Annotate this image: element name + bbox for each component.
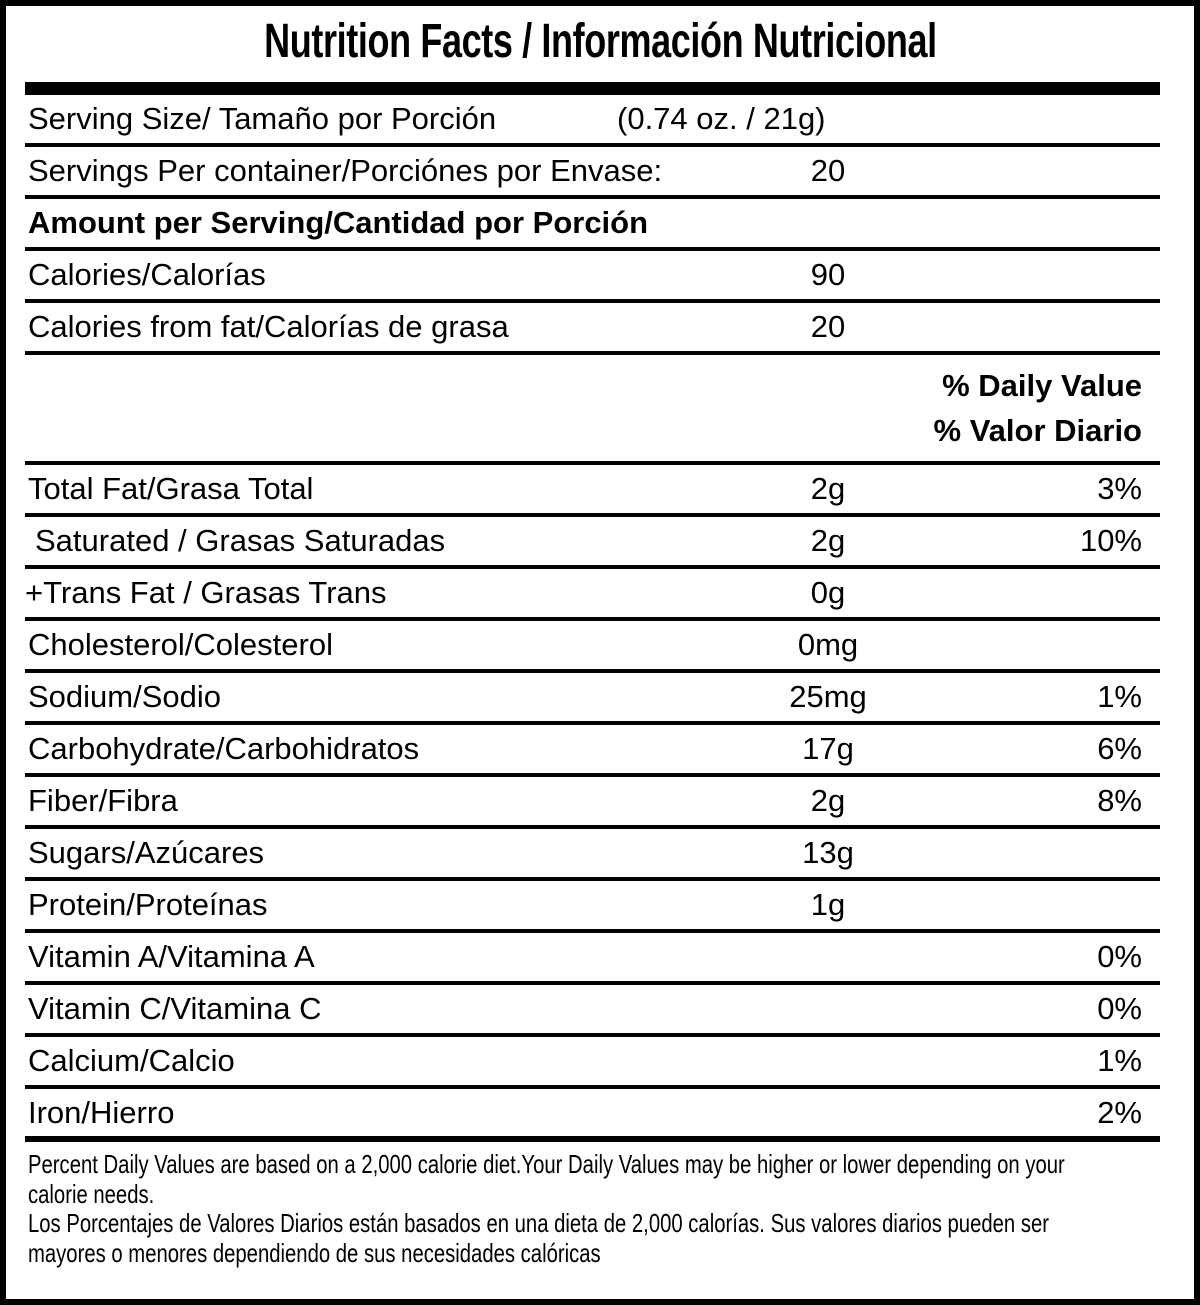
- nutrient-amount: 17g: [802, 731, 854, 766]
- daily-value-header-es: % Valor Diario: [933, 413, 1142, 448]
- footnote-line: Percent Daily Values are based on a 2,000 calorie diet.Your Daily Values may be higher or lower depending on your: [28, 1149, 1065, 1179]
- calories-row: [25, 251, 1160, 303]
- serving-size-value: (0.74 oz. / 21g): [617, 101, 826, 136]
- nutrient-row-vitamin-a: [25, 933, 1160, 985]
- nutrient-amount: 2g: [810, 523, 846, 558]
- nutrient-amount: 0g: [810, 575, 846, 610]
- nutrient-row-total-fat: [25, 465, 1160, 517]
- daily-value-header-block: [25, 355, 1160, 465]
- footnote-line: Los Porcentajes de Valores Diarios están basados en una dieta de 2,000 calorías. Sus valores diarios pueden ser: [28, 1208, 1050, 1238]
- nutrient-amount: 25mg: [789, 679, 867, 714]
- footnote-line: mayores o menores dependiendo de sus necesidades calóricas: [28, 1237, 601, 1268]
- nutrient-label: Iron/Hierro: [28, 1094, 175, 1130]
- title-separator-bar: [25, 82, 1160, 95]
- nutrient-daily-value: 1%: [1097, 1043, 1142, 1078]
- calories-from-fat-row: [25, 303, 1160, 355]
- nutrient-amount: 2g: [810, 783, 846, 818]
- nutrient-daily-value: 8%: [1097, 783, 1142, 818]
- nutrient-daily-value: 6%: [1097, 731, 1142, 766]
- nutrient-label: Vitamin A/Vitamina A: [28, 939, 315, 974]
- nutrient-row-calcium: [25, 1037, 1160, 1089]
- nutrient-daily-value: 0%: [1097, 939, 1142, 974]
- footnote-block: [28, 1150, 1167, 1268]
- serving-size-row: [25, 95, 1160, 147]
- nutrient-label: Sugars/Azúcares: [28, 835, 265, 870]
- calories-label: Calories/Calorías: [28, 257, 266, 292]
- nutrient-label: Vitamin C/Vitamina C: [28, 991, 322, 1026]
- daily-value-header-en: % Daily Value: [942, 368, 1142, 403]
- nutrient-label: Calcium/Calcio: [28, 1043, 235, 1078]
- calories-from-fat-value: 20: [810, 309, 846, 344]
- label-title-text: Nutrition Facts / Información Nutricional: [263, 15, 937, 68]
- amount-per-serving-header: Amount per Serving/Cantidad por Porción: [28, 205, 649, 240]
- nutrient-label: Carbohydrate/Carbohidratos: [28, 731, 420, 766]
- nutrient-amount: 1g: [810, 887, 846, 922]
- nutrient-row-carbohydrate: [25, 725, 1160, 777]
- nutrient-amount: 2g: [810, 471, 846, 506]
- calories-value: 90: [810, 257, 846, 292]
- nutrient-daily-value: 10%: [1079, 523, 1142, 558]
- nutrient-label: Fiber/Fibra: [28, 783, 178, 818]
- label-title: [0, 14, 1200, 69]
- amount-per-serving-header-row: [25, 199, 1160, 251]
- calories-from-fat-label: Calories from fat/Calorías de grasa: [28, 309, 509, 344]
- nutrient-daily-value: 0%: [1097, 991, 1142, 1026]
- nutrient-row-protein: [25, 881, 1160, 933]
- nutrient-row-saturated-fat: [25, 517, 1160, 569]
- footnote-line: calorie needs.: [28, 1178, 155, 1209]
- nutrient-amount: 13g: [802, 835, 854, 870]
- nutrient-row-fiber: [25, 777, 1160, 829]
- nutrient-row-cholesterol: [25, 621, 1160, 673]
- nutrient-daily-value: 1%: [1097, 679, 1142, 714]
- nutrient-label: Total Fat/Grasa Total: [28, 471, 314, 506]
- nutrient-label: Protein/Proteínas: [28, 887, 268, 922]
- nutrient-daily-value: 3%: [1097, 471, 1142, 506]
- nutrient-row-vitamin-c: [25, 985, 1160, 1037]
- nutrient-amount: 0mg: [797, 627, 859, 662]
- nutrient-label: Saturated / Grasas Saturadas: [35, 523, 446, 558]
- nutrient-label: Cholesterol/Colesterol: [28, 627, 333, 662]
- nutrient-row-trans-fat: [25, 569, 1160, 621]
- nutrient-label: +Trans Fat / Grasas Trans: [25, 575, 387, 610]
- nutrient-label: Sodium/Sodio: [28, 679, 222, 714]
- nutrient-daily-value: 2%: [1097, 1094, 1142, 1130]
- servings-per-container-label: Servings Per container/Porciónes por Envase:: [28, 153, 663, 188]
- nutrient-row-sodium: [25, 673, 1160, 725]
- nutrient-row-sugars: [25, 829, 1160, 881]
- servings-per-container-value: 20: [810, 153, 846, 188]
- servings-per-container-row: [25, 147, 1160, 199]
- serving-size-label: Serving Size/ Tamaño por Porción: [28, 101, 497, 136]
- nutrition-table: [25, 95, 1160, 1142]
- nutrient-row-iron: [25, 1089, 1160, 1142]
